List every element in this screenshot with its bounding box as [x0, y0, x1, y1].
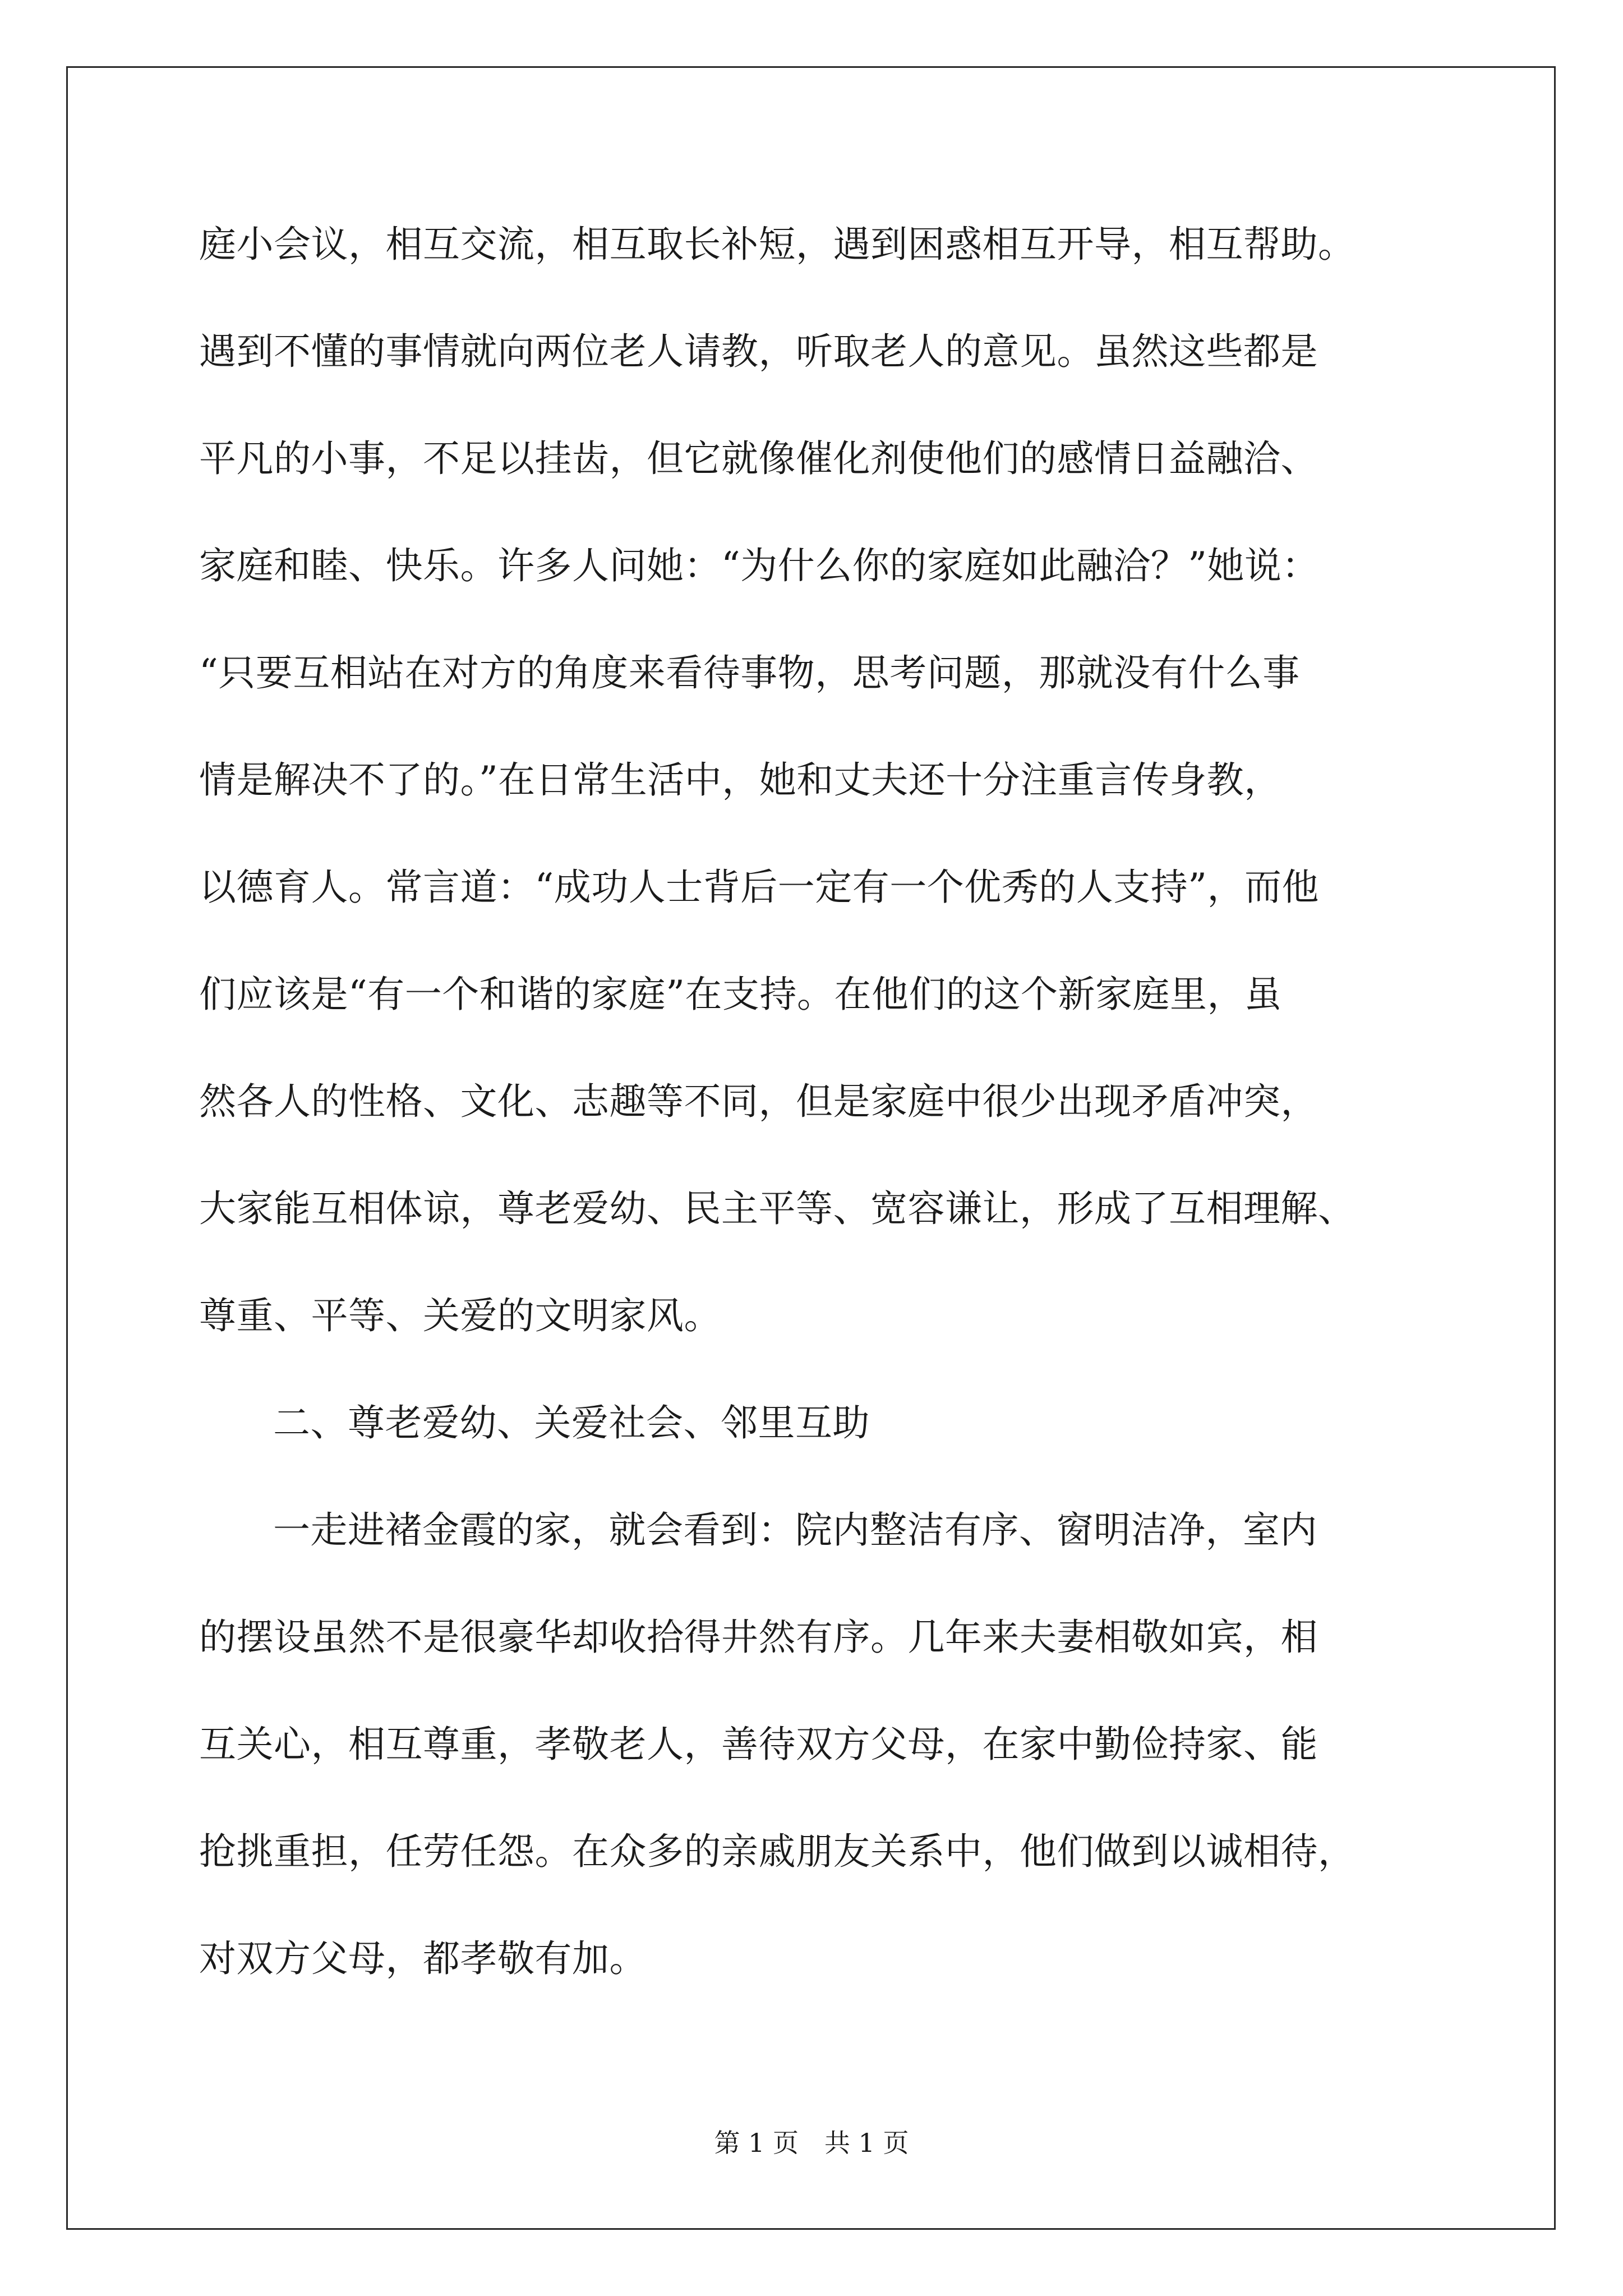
- text-line: 们应该是“有一个和谐的家庭”在支持。在他们的这个新家庭里，虽: [199, 973, 1282, 1016]
- text-line: 情是解决不了的。”在日常生活中，她和丈夫还十分注重言传身教，: [199, 758, 1281, 802]
- text-line: 尊重、平等、关爱的文明家风。: [199, 1294, 721, 1337]
- paragraph-first-line: 一走进褚金霞的家，就会看到：院内整洁有序、窗明洁净，室内: [273, 1508, 1317, 1552]
- text-line: 的摆设虽然不是很豪华却收拾得井然有序。几年来夫妻相敬如宾，相: [199, 1616, 1318, 1659]
- text-line: 然各人的性格、文化、志趣等不同，但是家庭中很少出现矛盾冲突，: [199, 1080, 1318, 1123]
- text-line: 大家能互相体谅，尊老爱幼、民主平等、宽容谦让，形成了互相理解、: [199, 1187, 1355, 1230]
- text-line: 对双方父母，都孝敬有加。: [199, 1937, 647, 1980]
- text-line: 抢挑重担，任劳任怨。在众多的亲戚朋友关系中，他们做到以诚相待，: [199, 1830, 1355, 1873]
- text-line: 平凡的小事，不足以挂齿，但它就像催化剂使他们的感情日益融洽、: [199, 437, 1318, 480]
- text-line: 互关心，相互尊重，孝敬老人，善待双方父母，在家中勤俭持家、能: [199, 1723, 1318, 1766]
- text-line: “只要互相站在对方的角度来看待事物，思考问题，那就没有什么事: [199, 651, 1300, 694]
- text-line: 以德育人。常言道：“成功人士背后一定有一个优秀的人支持”，而他: [199, 866, 1319, 909]
- text-line: 家庭和睦、快乐。许多人问她：“为什么你的家庭如此融洽？”她说：: [199, 544, 1319, 587]
- page-number: 第 1 页 共 1 页: [714, 2128, 909, 2158]
- document-body: [199, 191, 1489, 2012]
- section-heading: 二、尊老爱幼、关爱社会、邻里互助: [273, 1401, 870, 1444]
- text-line: 遇到不懂的事情就向两位老人请教，听取老人的意见。虽然这些都是: [199, 330, 1318, 373]
- text-line: 庭小会议，相互交流，相互取长补短，遇到困惑相互开导，相互帮助。: [199, 223, 1355, 266]
